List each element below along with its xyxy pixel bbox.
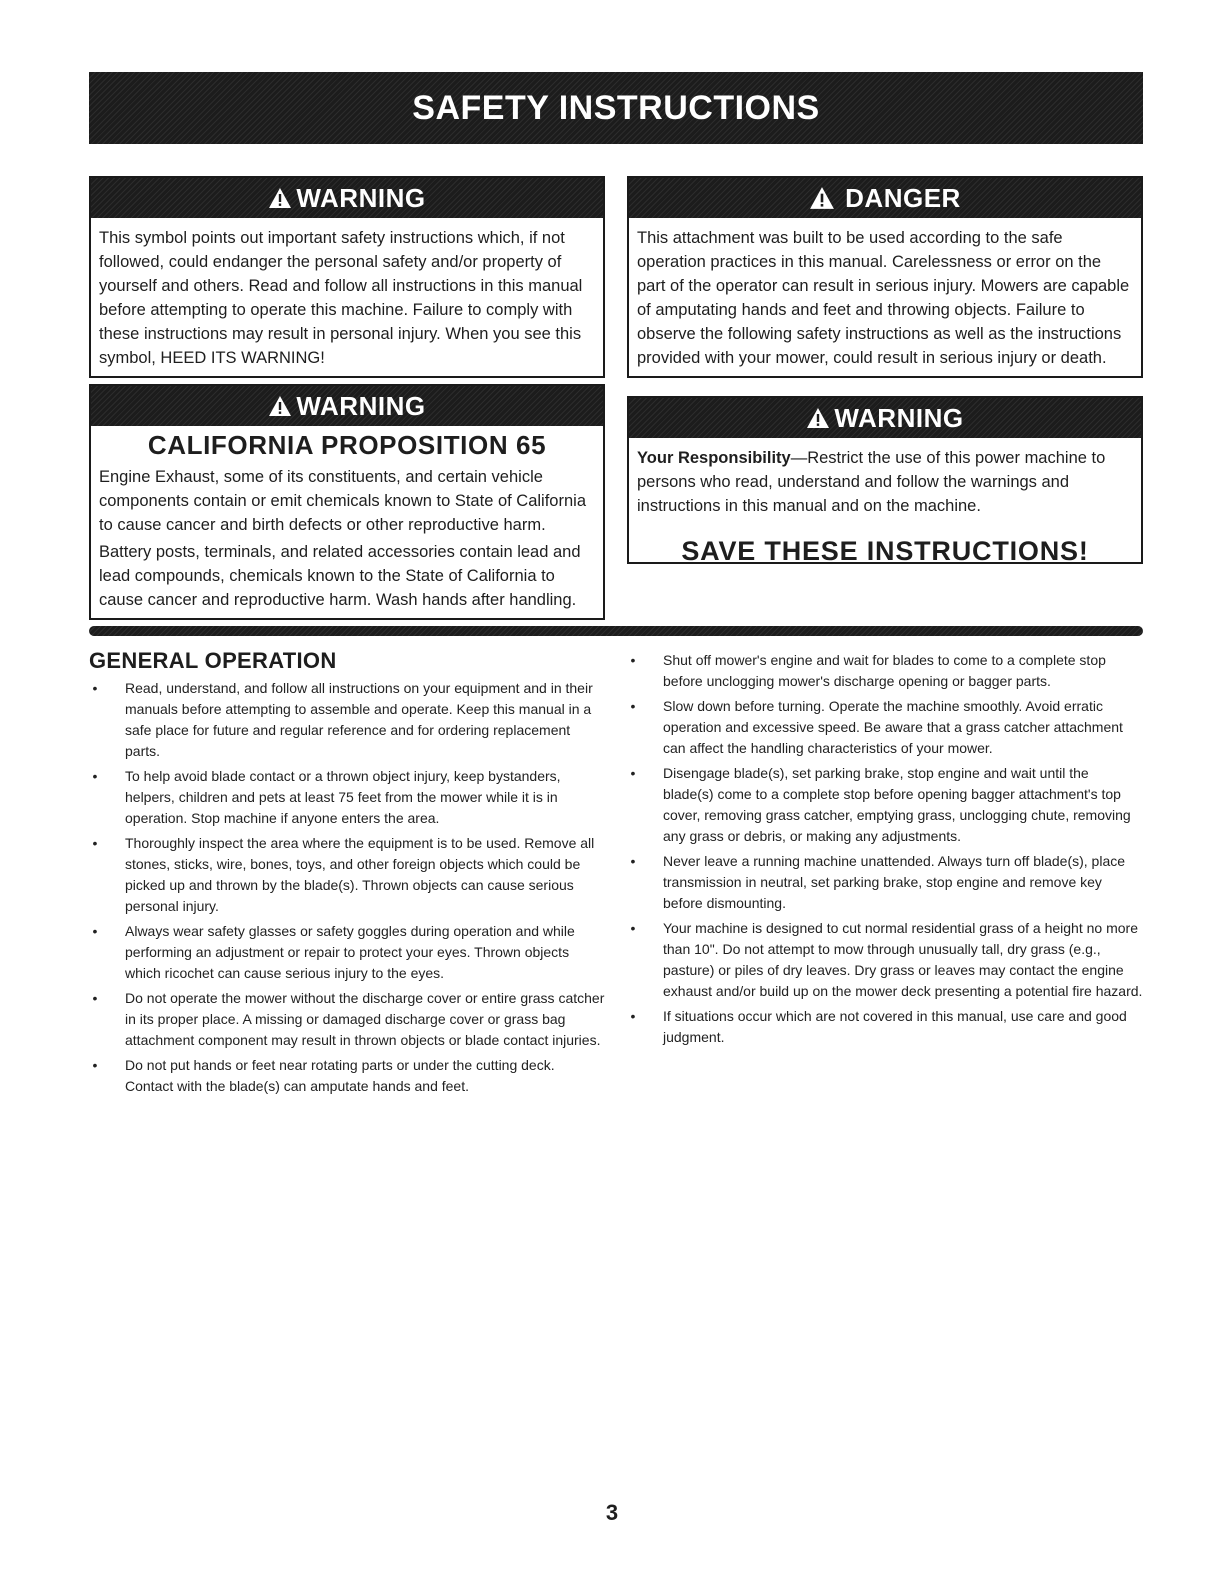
responsibility-warning-label: WARNING [834,402,964,433]
page-banner [89,72,1143,144]
responsibility-box [627,396,1143,564]
danger-text: This attachment was built to be used according to the safe operation practices in this manual. Carelessness or error on the part of the operator can result in serious injury. Mowers are capable of amputating hands and feet and throwing objects. Failure to observe the following safety instructions as well as the instructions provided with your mower, could result in serious injury or death. [637,229,1130,367]
bullet-icon: • [92,680,98,696]
danger-header [629,178,1141,218]
list-item: • Shut off mower's engine and wait for blades to come to a complete stop before unclogging mower's discharge opening or bagger parts. [627,650,1143,692]
general-operation-list-right [627,650,1143,1052]
bullet-icon: • [630,853,636,869]
prop65-paragraph-2: Battery posts, terminals, and related accessories contain lead and lead compounds, chemicals known to the State of California to cause cancer and reproductive harm. Wash hands after handling. [99,543,581,609]
warning-symbol-box [89,176,605,378]
danger-label: DANGER [845,182,961,213]
bullet-icon: • [92,768,98,784]
bullet-icon: • [630,920,636,936]
bullet-icon: • [92,1057,98,1073]
danger-box [627,176,1143,378]
warning-symbol-label: WARNING [296,182,426,213]
list-item: • Read, understand, and follow all instructions on your equipment and in their manuals before attempting to assemble and operate. Keep this manual in a safe place for future and regular reference and for ordering replacement parts. [89,678,605,762]
bullet-icon: • [92,835,98,851]
bullet-icon: • [630,1008,636,1024]
prop65-header [91,386,603,426]
prop65-label: WARNING [296,390,426,421]
prop65-box [89,384,605,620]
list-item: • Slow down before turning. Operate the machine smoothly. Avoid erratic operation and excessive speed. Be aware that a grass catcher attachment can affect the handling characteristics of your mower. [627,696,1143,759]
list-item: • Disengage blade(s), set parking brake, stop engine and wait until the blade(s) come to a complete stop before opening bagger attachment's top cover, removing grass catcher, emptying grass, unclogging chute, removing any grass or debris, or making any adjustments. [627,763,1143,847]
list-item: • Do not put hands or feet near rotating parts or under the cutting deck. Contact with the blade(s) can amputate hands and feet. [89,1055,605,1097]
list-item: • If situations occur which are not covered in this manual, use care and good judgment. [627,1006,1143,1048]
warning-symbol-header [91,178,603,218]
banner-title: SAFETY INSTRUCTIONS [412,88,820,127]
list-item: • Never leave a running machine unattended. Always turn off blade(s), place transmission in neutral, set parking brake, stop engine and remove key before dismounting. [627,851,1143,914]
warning-triangle-icon [268,395,292,417]
prop65-title: CALIFORNIA PROPOSITION 65 [147,430,547,460]
page-number: 3 [605,1500,619,1525]
responsibility-text: —Restrict the use of this power machine to persons who read, understand and follow the warnings and instructions in this manual and on the machine. [637,449,1106,515]
responsibility-label: Your Responsibility [637,449,791,467]
general-operation-title: GENERAL OPERATION [89,648,337,673]
bullet-icon: • [630,652,636,668]
list-item: • Thoroughly inspect the area where the equipment is to be used. Remove all stones, sticks, wire, bones, toys, and other foreign objects which could be picked up and thrown by the blade(s). Thrown objects can cause serious personal injury. [89,833,605,917]
list-item: • Always wear safety glasses or safety goggles during operation and while performing an adjustment or repair to protect your eyes. Thrown objects which ricochet can cause serious injury to the eyes. [89,921,605,984]
bullet-icon: • [92,990,98,1006]
save-instructions-heading: SAVE THESE INSTRUCTIONS! [681,536,1089,566]
section-divider [89,626,1143,636]
warning-triangle-icon [806,407,830,429]
responsibility-header [629,398,1141,438]
bullet-icon: • [92,923,98,939]
list-item: • To help avoid blade contact or a thrown object injury, keep bystanders, helpers, children and pets at least 75 feet from the mower while it is in operation. Stop machine if anyone enters the area. [89,766,605,829]
warning-symbol-text: This symbol points out important safety instructions which, if not followed, could endanger the personal safety and/or property of yourself and others. Read and follow all instructions in this manual before attempting to operate this machine. Failure to comply with these instructions may result in personal injury. When you see this symbol, HEED ITS WARNING! [99,229,583,367]
general-operation-list-left [89,678,605,1101]
bullet-icon: • [630,765,636,781]
prop65-paragraph-1: Engine Exhaust, some of its constituents, and certain vehicle components contain or emit chemicals known to State of California to cause cancer and birth defects or other reproductive harm. [99,468,586,534]
bullet-icon: • [630,698,636,714]
list-item: • Your machine is designed to cut normal residential grass of a height no more than 10". Do not attempt to mow through unusually tall, dry grass (e.g., pasture) or piles of dry leaves. Dry grass or leaves may contact the engine exhaust and/or build up on the mower deck presenting a potential fire hazard. [627,918,1143,1002]
warning-triangle-icon [809,186,835,210]
warning-triangle-icon [268,187,292,209]
list-item: • Do not operate the mower without the discharge cover or entire grass catcher in its proper place. A missing or damaged discharge cover or grass bag attachment component may result in thrown objects or blade contact injuries. [89,988,605,1051]
